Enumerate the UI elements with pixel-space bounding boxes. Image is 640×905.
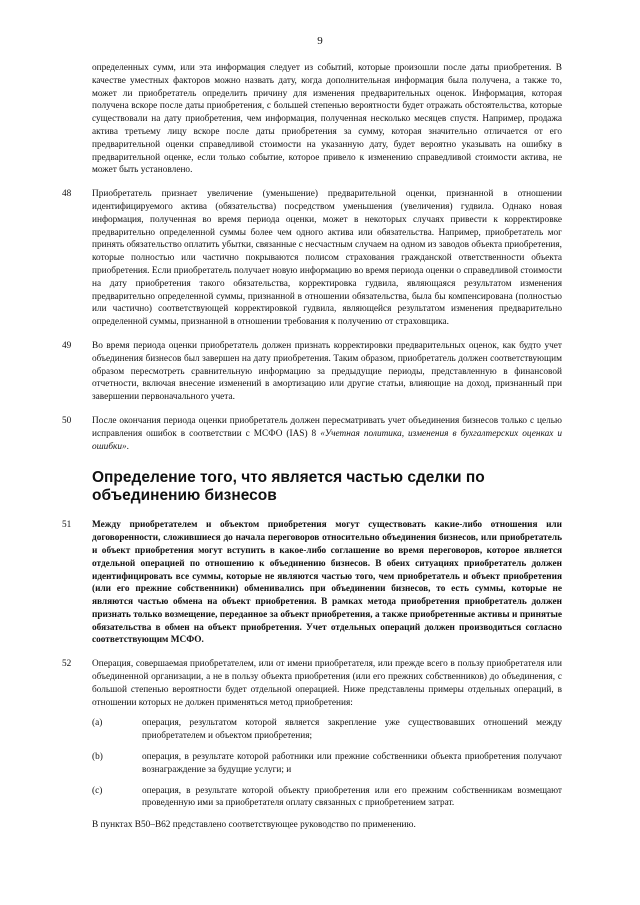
- page-number: 9: [317, 35, 323, 47]
- paragraph-number: 50: [62, 415, 72, 426]
- paragraph-52: [62, 658, 562, 810]
- standard-title-italic: «Учетная политика, изменения в бухгалтерских оценках и ошибки»: [92, 428, 563, 452]
- list-letter: (a): [92, 718, 103, 729]
- paragraph-number: 52: [62, 659, 72, 670]
- continuation-text: определенных сумм, или эта информация следует из событий, которые произошли после даты приобретения. В качестве уместных факторов можно назвать дату, когда дополнительная информация была получена, а также то, может ли приобретатель определить причину для изменения предварительных оценок. Информация, которая получена вскоре после даты приобретения, с большей степенью вероятности будет отражать обстоятельства, которые существовали на дату приобретения, чем информация, полученная несколько месяцев спустя. Например, продажа актива третьему лицу вскоре после даты приобретения за сумму, которая значительно отличается от его предварительной оценки справедливой стоимости на указанную дату, будет вероятно указывать на ошибку в предварительной оценке, если только событие, которое привело к изменению справедливой стоимости актива, не может быть установлено.: [92, 63, 562, 176]
- paragraph-text-end: .: [126, 441, 129, 452]
- list-item-text: операция, результатом которой является закрепление уже существовавших отношений между приобретателем и объектом приобретения;: [142, 718, 562, 742]
- paragraph-text: Операция, совершаемая приобретателем, или от имени приобретателя, или прежде всего в пользу приобретателя или объединенной организации, а не в пользу объекта приобретения (или его прежних собственников) до объединения, с большой степенью вероятности будет отдельной операцией. Ниже представлены примеры отдельных операций, в отношении которых не должен применяться метод приобретения:: [92, 659, 562, 708]
- paragraph-text: Во время периода оценки приобретатель должен признать корректировки предварительных оценок, как будто учет объединения бизнесов был завершен на дату приобретения. Таким образом, приобретатель должен соответствующим образом пересмотреть сравнительную информацию за предыдущие периоды, представленную в финансовой отчетности, включая внесение изменений в амортизацию или другие статьи, влияющие на доход, признанный при завершении первоначального учета.: [92, 340, 562, 403]
- list-item-text: операция, в результате которой объекту приобретения или его прежним собственникам возмещают проведенную ими за приобретателя оплату связанных с приобретением затрат.: [142, 785, 562, 809]
- paragraph-text-bold: Между приобретателем и объектом приобретения могут существовать какие-либо отношения или договоренности, сложившиеся до начала переговоров относительно объединения бизнесов, или приобретатель и объект приобретения могут вступить в какое-либо соглашение во время переговоров, которое является отдельной операцией по отношению к объединению бизнесов. В обеих ситуациях приобретатель должен идентифицировать все суммы, которые не являются частью того, чем приобретатель и объект приобретения (или его прежние собственники) обменивались при объединении бизнесов, то есть суммы, которые не являются частью обмена на объект приобретения. В рамках метода приобретения приобретатель должен признать только возмещение, переданное за объект приобретения, а также приобретенные активы и принятые обязательства в обмен на объект приобретения. Учет отдельных операций должен производиться согласно соответствующим МСФО.: [92, 520, 562, 646]
- list-letter: (c): [92, 785, 103, 796]
- list-item-a: [92, 717, 562, 743]
- list-item-text: операция, в результате которой работники или прежние собственники объекта приобретения получают вознаграждение за будущие услуги; и: [142, 752, 562, 775]
- paragraph-48: [62, 188, 562, 329]
- paragraph-49: [62, 340, 562, 404]
- paragraph-number: 49: [62, 340, 72, 351]
- section-heading: Определение того, что является частью сделки по объединению бизнесов: [92, 469, 485, 505]
- paragraph-51: [62, 519, 562, 647]
- paragraph-text: [92, 415, 562, 453]
- list-letter: (b): [92, 752, 103, 763]
- list-item-b: [92, 751, 562, 777]
- list-item-c: [92, 785, 562, 811]
- page-content: [62, 62, 562, 832]
- paragraph-number: 48: [62, 189, 72, 200]
- guidance-reference: В пунктах В50–В62 представлено соответствующее руководство по применению.: [92, 820, 416, 831]
- paragraph-text-main: После окончания периода оценки приобретатель должен пересматривать учет объединения бизнесов только с целью исправления ошибок в соответствии с МСФО (IAS) 8: [92, 415, 562, 439]
- continuation-paragraph: [62, 62, 562, 177]
- paragraph-text: Приобретатель признает увеличение (уменьшение) предварительной оценки, признанной в отношении идентифицируемого актива (обязательства) посредством уменьшения (увеличения) гудвила. Однако новая информация, полученная во время периода оценки, может в некоторых случаях привести к корректировке предварительно определенной суммы более чем одного актива или обязательства. Например, приобретатель мог принять обязательство оплатить убытки, связанные с несчастным случаем на одном из заводов объекта приобретения, которые полностью или частично покрываются полисом страхования гражданской ответственности объекта приобретения. Если приобретатель получает новую информацию во время периода оценки о справедливой стоимости на дату приобретения такого обязательства, корректировка гудвила, являющаяся результатом изменения предварительно определенной суммы, признанной в отношении обязательства, была бы компенсирована (полностью или частично) соответствующей корректировкой гудвила, являющейся результатом изменения предварительно определенной суммы, признанной в отношении требования к получению от страховщика.: [92, 189, 562, 328]
- paragraph-number: 51: [62, 520, 72, 531]
- paragraph-50: [62, 415, 562, 453]
